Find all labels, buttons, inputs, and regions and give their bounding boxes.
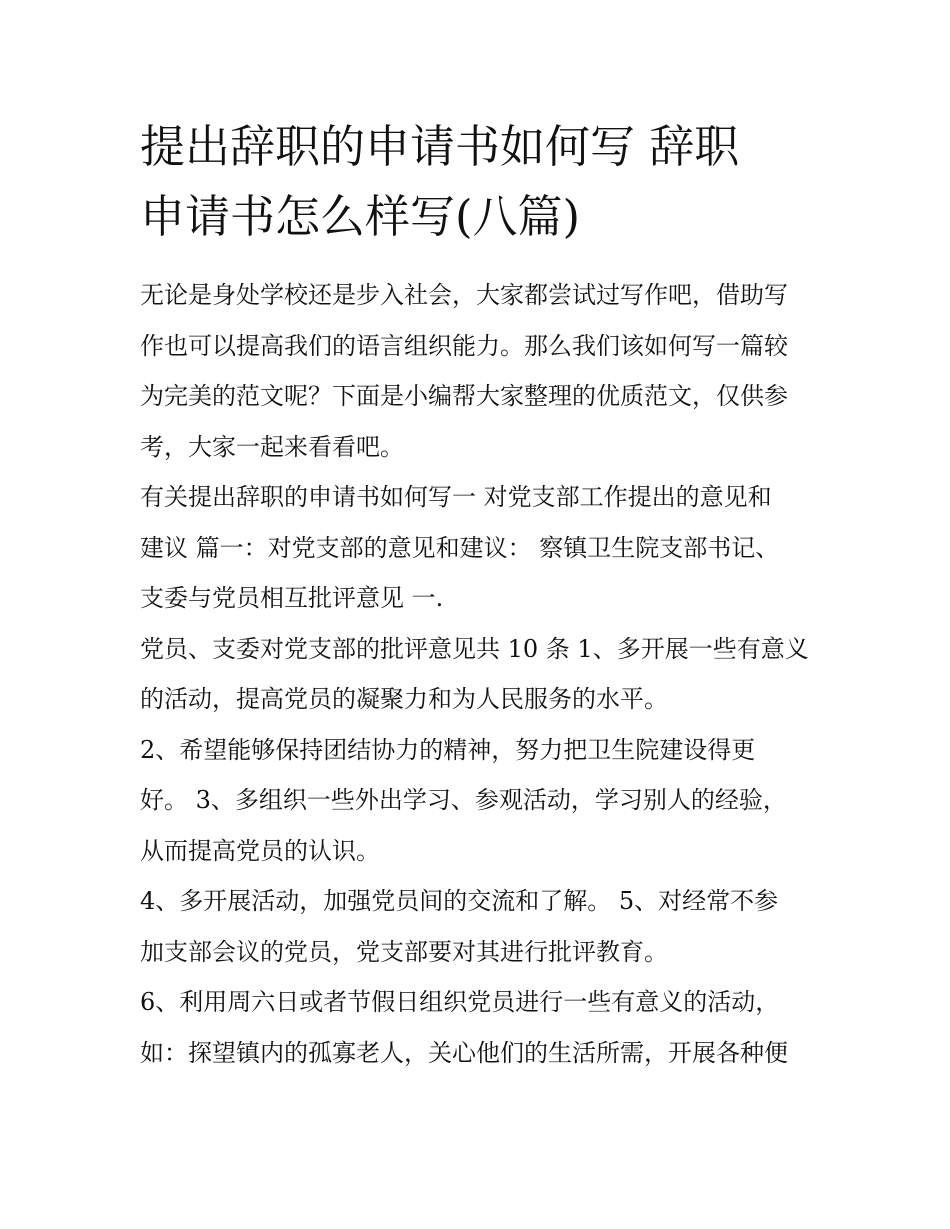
text-line: 2、希望能够保持团结协力的精神，努力把卫生院建设得更: [140, 735, 756, 764]
title-line: 提出辞职的申请书如何写 辞职: [140, 120, 740, 173]
paragraph-item-1: [140, 624, 812, 725]
document-title: [140, 112, 812, 252]
text-line: 如：探望镇内的孤寡老人，关心他们的生活所需，开展各种便: [140, 1038, 788, 1067]
text-line: 党员、支委对党支部的批评意见共 10 条 1、多开展一些有意义: [140, 634, 809, 663]
paragraph-section-heading: [140, 472, 812, 624]
text-line: 6、利用周六日或者节假日组织党员进行一些有意义的活动，: [140, 988, 780, 1016]
document-page: [140, 112, 812, 1078]
text-line: 从而提高党员的认识。: [140, 836, 380, 865]
text-line: 好。 3、多组织一些外出学习、参观活动，学习别人的经验，: [140, 786, 787, 814]
text-line: 建议 篇一：对党支部的意见和建议： 察镇卫生院支部书记、: [140, 533, 780, 562]
text-line: 4、多开展活动，加强党员间的交流和了解。 5、对经常不参: [140, 887, 779, 915]
text-line: 无论是身处学校还是步入社会，大家都尝试过写作吧，借助写: [140, 281, 788, 309]
paragraph-item-4-5: [140, 876, 812, 977]
title-line: 申请书怎么样写(八篇): [140, 190, 581, 243]
text-line: 为完美的范文呢？下面是小编帮大家整理的优质范文，仅供参: [140, 382, 788, 410]
paragraph-item-6: [140, 977, 812, 1078]
document-body: [140, 270, 812, 1078]
paragraph-item-2-3: [140, 725, 812, 877]
text-line: 支委与党员相互批评意见 一.: [140, 584, 444, 612]
text-line: 考，大家一起来看看吧。: [140, 432, 404, 461]
text-line: 有关提出辞职的申请书如何写一 对党支部工作提出的意见和: [140, 483, 772, 511]
paragraph-intro: [140, 270, 812, 472]
text-line: 加支部会议的党员，党支部要对其进行批评教育。: [140, 937, 668, 966]
text-line: 的活动，提高党员的凝聚力和为人民服务的水平。: [140, 685, 668, 713]
text-line: 作也可以提高我们的语言组织能力。那么我们该如何写一篇较: [140, 331, 788, 360]
